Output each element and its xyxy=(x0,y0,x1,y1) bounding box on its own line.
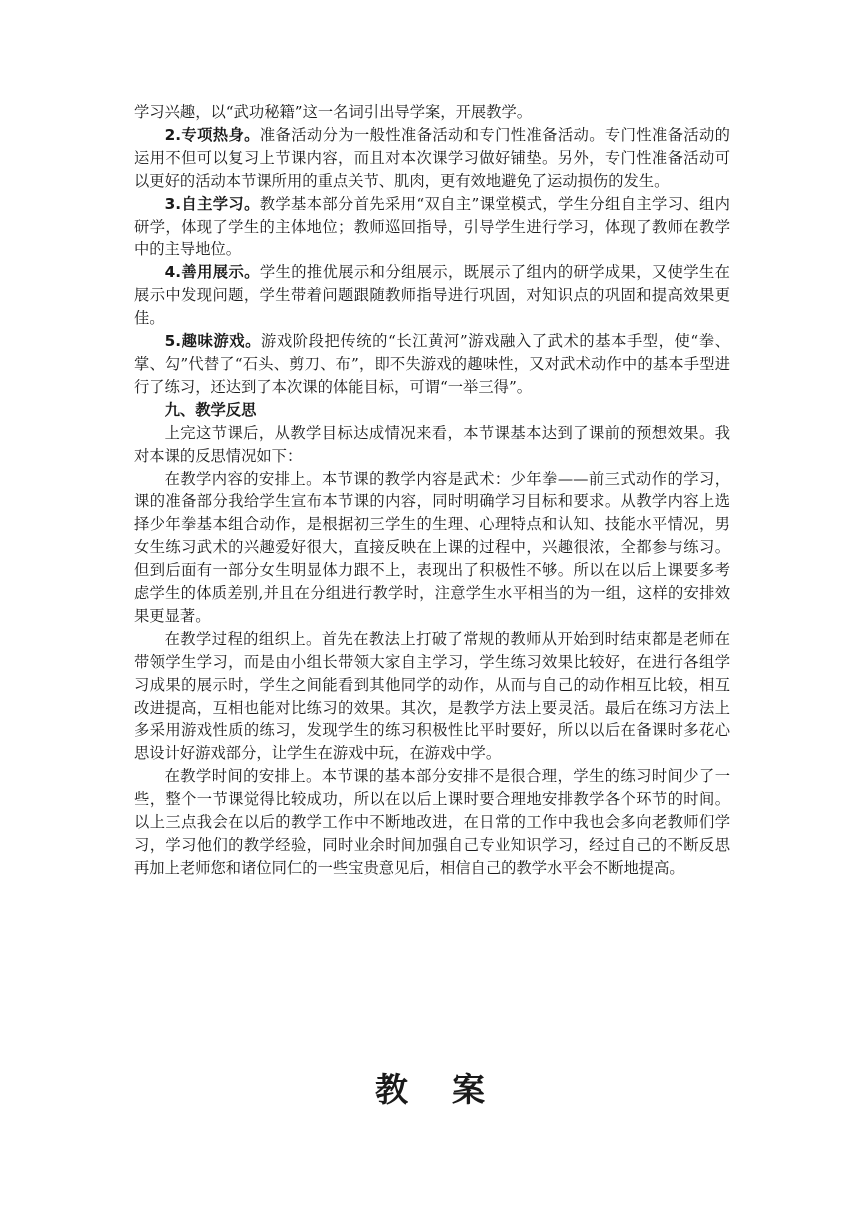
paragraph-content-arrangement: 在教学内容的安排上。本节课的教学内容是武术：少年拳——前三式动作的学习，课的准备部分我给学生宣布本节课的内容，同时明确学习目标和要求。从教学内容上选择少年拳基本组合动作，是根据初三学生的生理、心理特点和认知、技能水平情况，男女生练习武术的兴趣爱好很大，直接反映在上课的过程中，兴趣很浓，全都参与练习。但到后面有一部分女生明显体力跟不上，表现出了积极性不够。所以在以后上课要多考虑学生的体质差别,并且在分组进行教学时，注意学生水平相当的为一组，这样的安排效果更显著。 xyxy=(134,469,730,625)
section-heading-reflection: 九、教学反思 xyxy=(164,400,257,419)
paragraph-self-study-title: 3.自主学习。 xyxy=(164,194,260,213)
paragraph-showcase xyxy=(134,261,730,330)
paragraph-warmup xyxy=(134,124,730,193)
paragraph-showcase-title: 4.善用展示。 xyxy=(164,263,260,282)
lesson-plan-title: 教案 xyxy=(375,1070,529,1109)
paragraph-game-title: 5.趣味游戏。 xyxy=(164,332,261,351)
paragraph-self-study xyxy=(134,193,730,262)
document-body xyxy=(134,101,730,880)
paragraph-game xyxy=(134,330,730,399)
paragraph-reflection-intro: 上完这节课后，从教学目标达成情况来看，本节课基本达到了课前的预想效果。我对本课的反思情况如下： xyxy=(134,423,730,465)
paragraph-process-organization: 在教学过程的组织上。首先在教法上打破了常规的教师从开始到时结束都是老师在带领学生学习，而是由小组长带领大家自主学习，学生练习效果比较好，在进行各组学习成果的展示时，学生之间能看到其他同学的动作，从而与自己的动作相互比较，相互改进提高，互相也能对比练习的效果。其次，是教学方法上要灵活。最后在练习方法上多采用游戏性质的练习，发现学生的练习积极性比平时要好，所以以后在备课时多花心思设计好游戏部分，让学生在游戏中玩，在游戏中学。 xyxy=(134,629,730,763)
paragraph-intro-continued: 学习兴趣，以“武功秘籍”这一名词引出导学案，开展教学。 xyxy=(134,103,533,121)
paragraph-warmup-body: 准备活动分为一般性准备活动和专门性准备活动。专门性准备活动的运用不但可以复习上节课内容，而且对本次课学习做好铺垫。另外，专门性准备活动可以更好的活动本节课所用的重点关节、肌肉，更有效地避免了运动损伤的发生。 xyxy=(134,125,730,190)
paragraph-warmup-title: 2.专项热身。 xyxy=(164,125,260,144)
paragraph-time-arrangement: 在教学时间的安排上。本节课的基本部分安排不是很合理，学生的练习时间少了一些，整个一节课觉得比较成功，所以在以后上课时要合理地安排教学各个环节的时间。 以上三点我会在以后的教学工作中不断地改进，在日常的工作中我也会多向老教师们学习，学习他们的教学经验，同时业余时间加强自己专业知识学习，经过自己的不断反思再加上老师您和诸位同仁的一些宝贵意见后，相信自己的教学水平会不断地提高。 xyxy=(134,767,730,877)
paragraph-game-body: 游戏阶段把传统的“长江黄河”游戏融入了武术的基本手型，使“拳、掌、勾”代替了“石头、剪刀、布”，即不失游戏的趣味性，又对武术动作中的基本手型进行了练习，还达到了本次课的体能目标，可谓“一举三得”。 xyxy=(134,332,730,396)
paragraph-self-study-body: 教学基本部分首先采用“双自主”课堂模式，学生分组自主学习、组内研学，体现了学生的主体地位；教师巡回指导，引导学生进行学习，体现了教师在教学中的主导地位。 xyxy=(134,194,730,259)
paragraph-showcase-body: 学生的推优展示和分组展示，既展示了组内的研学成果，又使学生在展示中发现问题，学生带着问题跟随教师指导进行巩固，对知识点的巩固和提高效果更佳。 xyxy=(134,263,730,328)
